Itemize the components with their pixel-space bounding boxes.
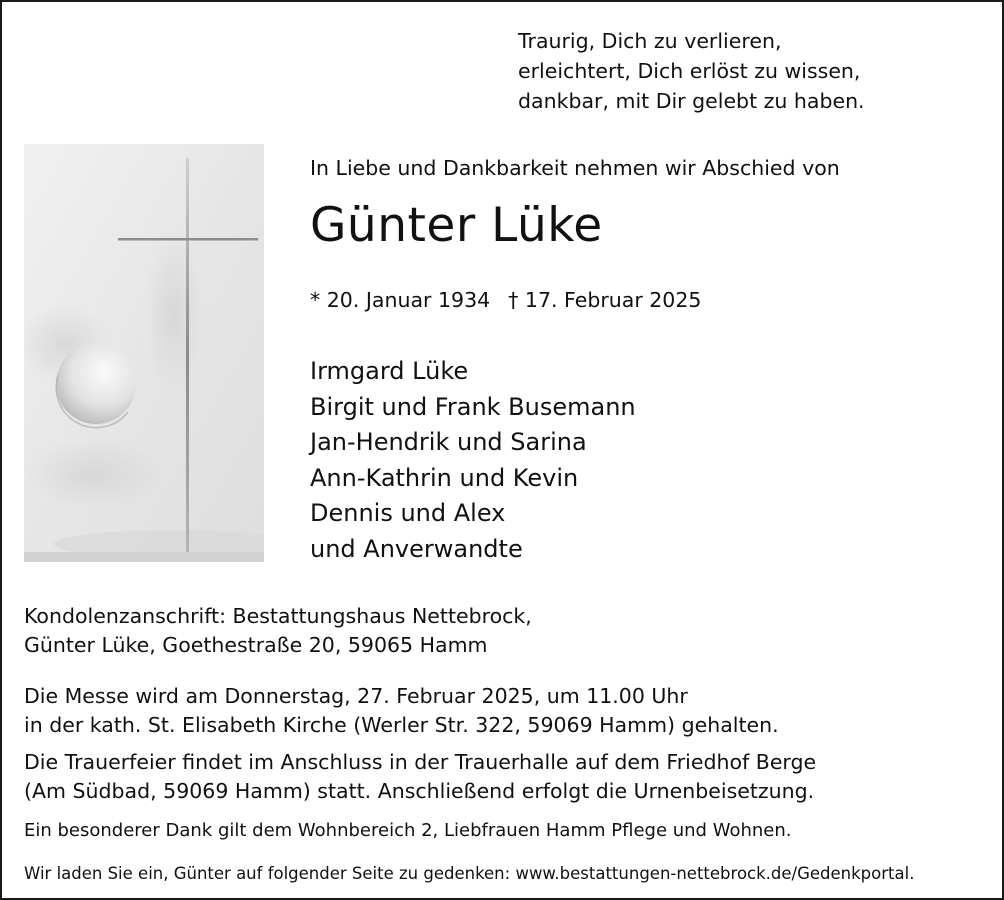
poem-line: erleichtert, Dich erlöst zu wissen, [518, 59, 861, 83]
mourner-name: Irmgard Lüke [310, 357, 469, 385]
service-details [24, 682, 816, 806]
deceased-name: Günter Lüke [310, 198, 603, 253]
life-dates [310, 288, 701, 312]
condolence-line: Kondolenzanschrift: Bestattungshaus Nettebrock, [24, 604, 532, 628]
poem [518, 26, 865, 116]
mourner-name: und Anverwandte [310, 534, 523, 563]
birth-date: * 20. Januar 1934 [310, 288, 491, 312]
service-line: (Am Südbad, 59069 Hamm) statt. Anschließend erfolgt die Urnenbeisetzung. [24, 779, 815, 803]
mourner-name: Birgit und Frank Busemann [310, 392, 636, 421]
condolence-line: Günter Lüke, Goethestraße 20, 59065 Hamm [24, 633, 488, 657]
condolence-address [24, 602, 532, 660]
service-line: in der kath. St. Elisabeth Kirche (Werler Str. 322, 59069 Hamm) gehalten. [24, 713, 779, 737]
memorial-portal-note: Wir laden Sie ein, Günter auf folgender Seite zu gedenken: www.bestattungen-nettebrock.de/Gedenkportal. [24, 864, 915, 883]
mourners-list [310, 354, 636, 567]
death-date: † 17. Februar 2025 [508, 288, 702, 312]
intro-text: In Liebe und Dankbarkeit nehmen wir Abschied von [310, 156, 840, 180]
poem-line: dankbar, mit Dir gelebt zu haben. [518, 89, 865, 113]
cross-and-sphere-photo [24, 144, 264, 562]
mourner-name: Jan-Hendrik und Sarina [310, 428, 587, 456]
cross-photo-image [24, 144, 264, 562]
mourner-name: Dennis und Alex [310, 499, 506, 527]
service-line: Die Messe wird am Donnerstag, 27. Februar 2025, um 11.00 Uhr [24, 684, 688, 708]
thanks-note: Ein besonderer Dank gilt dem Wohnbereich 2, Liebfrauen Hamm Pflege und Wohnen. [24, 820, 792, 841]
service-line: Die Trauerfeier findet im Anschluss in der Trauerhalle auf dem Friedhof Berge [24, 750, 817, 774]
poem-line: Traurig, Dich zu verlieren, [518, 29, 782, 53]
mourner-name: Ann-Kathrin und Kevin [310, 463, 579, 492]
